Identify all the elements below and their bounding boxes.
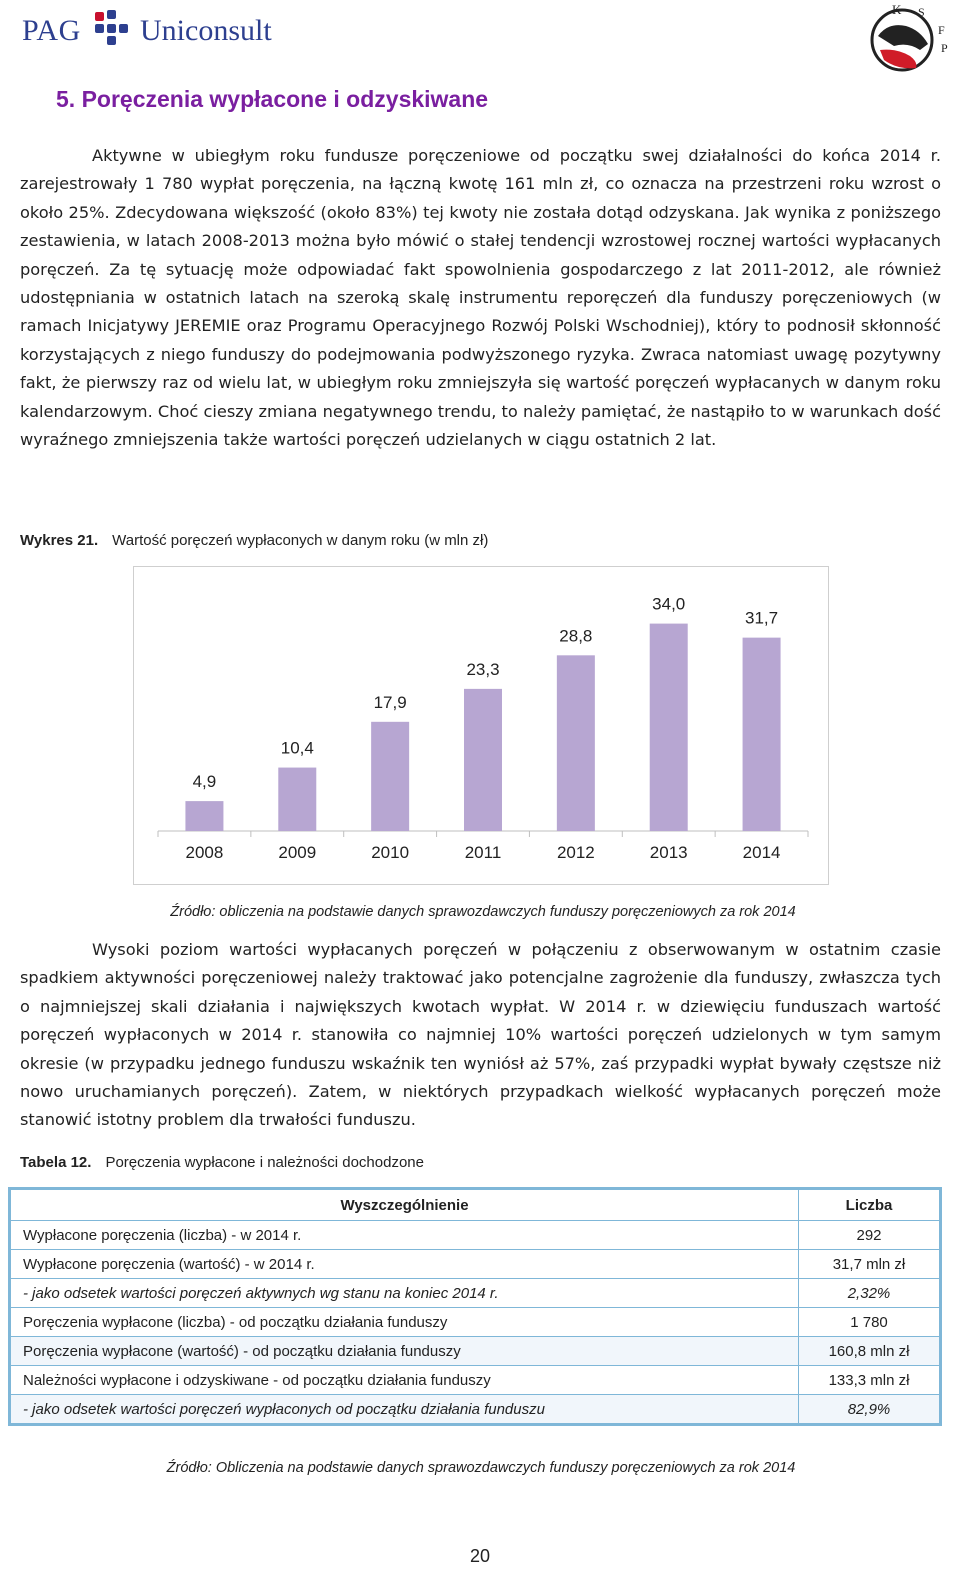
body-paragraph-1: Aktywne w ubiegłym roku fundusze poręczeniowe od początku swej działalności do końca 2014 r. zarejestrowały 1 780 wypłat poręczenia, na łączną kwotę 161 mln zł, co oznacza na przestrzeni roku wzrost o około 25%. Zdecydowana większość (około 83%) tej kwoty nie została dotąd odzyskana. Jak wynika z poniższego zestawienia, w latach 2008-2013 można było mówić o stałej tendencji wzrostowej rocznej wartości wypłacanych poręczeń. Za tę sytuację może odpowiadać fakt spowolnienia gospodarczego z lat 2011-2012, ale również udostępniania w ostatnich latach na szeroką skalę instrumentu reporęczeń dla funduszy poręczeniowych (w ramach Inicjatywy JEREMIE oraz Programu Operacyjnego Rozwój Polski Wschodniej), który to podnosił skłonność korzystających z niego funduszy do podejmowania podwyższonego ryzyka. Zwraca natomiast uwagę pozytywny fakt, że pierwszy raz od wielu lat, w ubiegłym roku zmniejszyła się wartość poręczeń wypłacanych w danym roku kalendarzowym. Choć cieszy zmiana negatywnego trendu, to należy pamiętać, że nastąpiło to w warunkach dość wyraźnego zmniejszenia także wartości poręczeń udzielanych w ciągu ostatnich 2 lat. xyxy=(20,146,941,450)
bar-value-label: 10,4 xyxy=(280,738,314,758)
bar-value-label: 4,9 xyxy=(192,772,217,792)
table-header-cell: Wyszczególnienie xyxy=(10,1189,799,1221)
x-tick-label: 2011 xyxy=(464,843,502,862)
x-tick-label: 2012 xyxy=(556,843,595,862)
logo-dots-icon xyxy=(92,8,132,48)
table-cell-label: - jako odsetek wartości poręczeń aktywnych wg stanu na koniec 2014 r. xyxy=(10,1279,799,1308)
chart-bar xyxy=(278,768,316,831)
table-cell-value: 31,7 mln zł xyxy=(799,1250,941,1279)
table-cell-value: 82,9% xyxy=(799,1395,941,1425)
bar-chart-svg xyxy=(134,567,828,884)
table-row xyxy=(10,1395,941,1425)
bar-chart xyxy=(133,566,829,885)
table-cell-value: 2,32% xyxy=(799,1279,941,1308)
bar-value-label: 17,9 xyxy=(373,692,407,712)
table-cell-label: Wypłacone poręczenia (wartość) - w 2014 r. xyxy=(10,1250,799,1279)
chart-bar xyxy=(464,689,502,831)
table-row xyxy=(10,1366,941,1395)
logo-text-pag: PAG xyxy=(22,14,81,47)
table-row xyxy=(10,1279,941,1308)
table-cell-value: 133,3 mln zł xyxy=(799,1366,941,1395)
chart-source-note: Źródło: obliczenia na podstawie danych sprawozdawczych funduszy poręczeniowych za rok 2014 xyxy=(170,904,796,920)
table-caption-label: Tabela 12. xyxy=(20,1154,92,1171)
table-row xyxy=(10,1250,941,1279)
table-cell-label: Poręczenia wypłacone (liczba) - od początku działania funduszy xyxy=(10,1308,799,1337)
svg-text:S: S xyxy=(918,5,925,19)
body-paragraph-2: Wysoki poziom wartości wypłacanych poręczeń w połączeniu z obserwowanym w ostatnim czasie spadkiem aktywności poręczeniowej należy traktować jako potencjalne zagrożenie dla funduszy, zwłaszcza tych o najmniejszej skali działania i największych kwotach wypłat. W 2014 r. w dziewięciu funduszach wartość poręczeń wypłaconych w 2014 r. stanowiła co najmniej 10% wartości poręczeń udzielonych w tym samym okresie (w przypadku jednego funduszu wskaźnik ten wyniósł aż 57%, zaś przypadki wypłat bywały częstsze niż nowo uruchamianych poręczeń). Zatem, w niektórych przypadkach wielkość wypłacanych poręczeń może stanowić istotny problem dla trwałości funduszu. xyxy=(20,940,941,1130)
table-caption-text: Poręczenia wypłacone i należności dochodzone xyxy=(105,1154,424,1171)
table-cell-value: 160,8 mln zł xyxy=(799,1337,941,1366)
chart-bar xyxy=(650,624,688,831)
svg-text:P: P xyxy=(941,41,948,55)
svg-text:F: F xyxy=(938,23,945,37)
bar-value-label: 31,7 xyxy=(745,608,779,628)
x-tick-label: 2014 xyxy=(742,843,781,862)
chart-bar xyxy=(185,801,223,831)
chart-caption xyxy=(20,532,488,549)
table-cell-label: Wypłacone poręczenia (liczba) - w 2014 r. xyxy=(10,1221,799,1250)
chart-caption-label: Wykres 21. xyxy=(20,532,99,549)
table-caption xyxy=(20,1154,424,1171)
table-cell-label: Poręczenia wypłacone (wartość) - od początku działania funduszy xyxy=(10,1337,799,1366)
chart-bar xyxy=(371,722,409,831)
chart-bar xyxy=(557,655,595,831)
table-source-note: Źródło: Obliczenia na podstawie danych sprawozdawczych funduszy poręczeniowych za rok 2014 xyxy=(166,1460,796,1476)
table-header-cell: Liczba xyxy=(799,1189,941,1221)
pag-uniconsult-logo xyxy=(22,6,302,50)
table-cell-label: Należności wypłacone i odzyskiwane - od początku działania funduszy xyxy=(10,1366,799,1395)
bar-value-label: 28,8 xyxy=(559,626,593,646)
table-row xyxy=(10,1308,941,1337)
chart-bar xyxy=(743,638,781,831)
table-cell-value: 1 780 xyxy=(799,1308,941,1337)
x-tick-label: 2013 xyxy=(649,843,688,862)
table-header-row xyxy=(10,1189,941,1221)
table-cell-value: 292 xyxy=(799,1221,941,1250)
ksfp-logo xyxy=(858,0,954,78)
svg-text:K: K xyxy=(892,2,902,17)
data-table xyxy=(8,1187,942,1426)
table-cell-label: - jako odsetek wartości poręczeń wypłaconych od początku działania funduszu xyxy=(10,1395,799,1425)
page-number: 20 xyxy=(469,1546,491,1566)
x-tick-label: 2010 xyxy=(371,843,410,862)
x-tick-label: 2008 xyxy=(185,843,224,862)
chart-caption-text: Wartość poręczeń wypłaconych w danym roku (w mln zł) xyxy=(112,532,489,549)
bar-value-label: 23,3 xyxy=(466,659,500,679)
table-row xyxy=(10,1337,941,1366)
table-row xyxy=(10,1221,941,1250)
bar-value-label: 34,0 xyxy=(652,594,686,614)
x-tick-label: 2009 xyxy=(278,843,317,862)
section-title: 5. Poręczenia wypłacone i odzyskiwane xyxy=(56,86,489,112)
logo-text-uniconsult: Uniconsult xyxy=(140,14,272,47)
